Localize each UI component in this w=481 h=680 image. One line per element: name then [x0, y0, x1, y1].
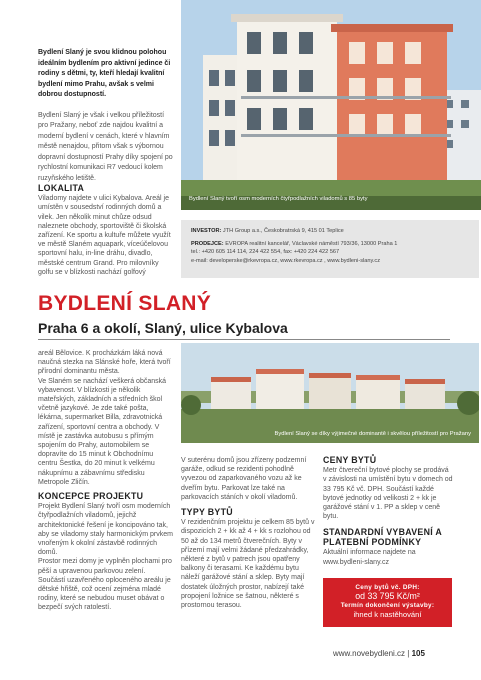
col1-text-3: Projekt Bydlení Slaný tvoří osm moderních čtyřpodlažních viladomů, jejichž architektonické řešení je koncipováno tak, aby se viladomy staly harmonickým prvkem vnořeným k okolní zástavbě rodinných domů. [38, 503, 173, 557]
vybaveni-heading: STANDARDNÍ VYBAVENÍ A PLATEBNÍ PODMÍNKY [323, 527, 442, 548]
email-line[interactable]: e-mail: developerske@rkevropa.cz, www.rkevropa.cz , www.bydleni-slany.cz [191, 257, 380, 264]
price-value: od 33 795 Kč/m² [355, 591, 420, 601]
col1-text-2: Ve Slaném se nachází veškerá občanská vybavenost. V blízkosti je několik mateřských, základních a středních škol včetně jazykové. Je zde také pošta, lékárna, supermarket Billa, zdravotnická zařízení, sportovní centra a obchody. V místě je zastávka autobusu s přímým spojením do Prahy, automobilem se dopravíte do 15 minut k Obchodnímu centru Šestka, do 20 minut k velkému nákupnímu a zábavnímu středisku Metropole Zličín. [38, 377, 167, 486]
complex-photo-caption: Bydlení Slaný se díky výjimečné dominantě i skvělou příležitostí pro Pražany [274, 431, 471, 437]
page-subtitle [38, 320, 288, 336]
contact-info-box [181, 220, 479, 278]
column-3 [323, 456, 453, 567]
lokalita-text: Viladomy najdete v ulici Kybalova. Areál je umístěn v sousedství rodinných domů a vilek. Jen několik minut chůze odsud naleznete obchody, sportoviště či školská zařízení. Ke sportu a kultuře můžete využít ve městě Slaném aquapark, víceúčelovou sportovní halu, in-line dráhu, divadlo, městské centrum Grand. Pro milovníky golfu se v blízkosti nachází golfový [38, 195, 171, 276]
subtitle-location: Slaný, ulice Kybalova [140, 320, 288, 336]
price-label: Ceny bytů vč. DPH: [355, 584, 420, 591]
intro-body: Bydlení Slaný je však i velkou příležitostí pro Pražany, neboť zde najdou kvalitní a moderní bydlení v cenách, které v hlavním městě nenajdou, přitom však s výbornou dopravní dostupností Prahy díky spojení po rychlostní komunikaci R7 vedoucí kolem ruzyňského letiště. [38, 111, 173, 182]
price-box [323, 578, 452, 627]
photo-caption: Bydlení Slaný tvoří osm moderních čtyřpodlažních viladomů s 85 byty [189, 196, 368, 202]
col2-text-1: V suterénu domů jsou zřízeny podzemní garáže, odkud se rezidenti pohodlně vyvezou od zaparkovaného vozu až ke dveřím bytu. Parkovat lze také na parkovacích stáních v okolí viladomů. [181, 457, 307, 501]
building-illustration [181, 0, 481, 210]
investor-line [191, 227, 469, 235]
page-title: BYDLENÍ SLANÝ [38, 292, 212, 315]
col1-text-1: areál Bělovice. K procházkám láká nová naučná stezka na Slánské hoře, která tvoří přírodní dominantu města. [38, 350, 171, 376]
column-1 [38, 349, 173, 613]
subtitle-region: Praha 6 a okolí, [38, 320, 141, 336]
page-footer [333, 649, 425, 658]
complex-photo [181, 343, 479, 443]
lokalita-section [38, 184, 173, 277]
prodejce-label: PRODEJCE: [191, 241, 224, 248]
phone-line: tel.: +420 605 114 114, 224 422 554, fax: +420 224 422 567 [191, 249, 340, 256]
building-photo [181, 0, 481, 210]
investor-label: INVESTOR: [191, 228, 222, 234]
completion-value: ihned k nastěhování [353, 610, 422, 619]
title-divider [38, 339, 450, 340]
col1-text-4: Prostor mezi domy je vyplněn plochami pro pěší a upravenou parkovou zelení. Součástí uzavřeného oploceného areálu je dětské hřiště, což ocení zejména mladé rodiny, které se nebudou muset obávat o bezpečí svých ratolestí. [38, 558, 172, 612]
intro-text [38, 48, 173, 184]
complex-illustration [181, 343, 479, 443]
footer-url[interactable]: www.novebydleni.cz [333, 649, 406, 658]
col3-text-2: Aktuální informace najdete na www.bydleni-slany.cz [323, 549, 416, 566]
ceny-bytu-heading: CENY BYTŮ [323, 455, 377, 465]
koncepce-heading: KONCEPCE PROJEKTU [38, 491, 144, 502]
col3-text-1: Metr čtvereční bytové plochy se prodává v závislosti na umístění bytu v domech od 33 795 Kč vč. DPH. Součástí každé bytové jednotky od velikosti 2 + kk je garážové stání v 1. PP a sklep v ceně bytu. [323, 467, 453, 521]
footer-separator: | [407, 649, 410, 658]
column-2 [181, 456, 316, 610]
col2-text-2: V rezidenčním projektu je celkem 85 bytů v dispozicích 2 + kk až 4 + kk s rozlohou od 50 až do 134 metrů čtverečních. Byty v přízemí mají velmi žádané předzahrádky, některé z bytů v patrech jsou opatřeny balkony či terasami. Ke každému bytu náleží garážové stání a sklep. Byty mají dostatek úložných prostor, nabízejí také propojení ložnice se šatnou, některé s prostornou terasou. [181, 519, 315, 610]
completion-label: Termín dokončení výstavby: [340, 602, 435, 609]
prodejce-value: EVROPA realitní kancelář, Václavské náměstí 793/36, 13000 Praha 1 [225, 241, 398, 248]
lokalita-heading: LOKALITA [38, 183, 85, 193]
typy-bytu-heading: TYPY BYTŮ [181, 507, 233, 518]
investor-value: JTH Group a.s., Českobratrská 9, 415 01 Teplice [222, 228, 344, 234]
page-number: 105 [411, 649, 425, 658]
intro-lead: Bydlení Slaný je svou klidnou polohou ideálním bydlením pro aktivní jedince či rodiny s dětmi, ty, kteří hledají kvalitní bydlení mimo Prahu, avšak s velmi dobrou dostupností. [38, 49, 171, 98]
prodejce-line [191, 240, 469, 248]
